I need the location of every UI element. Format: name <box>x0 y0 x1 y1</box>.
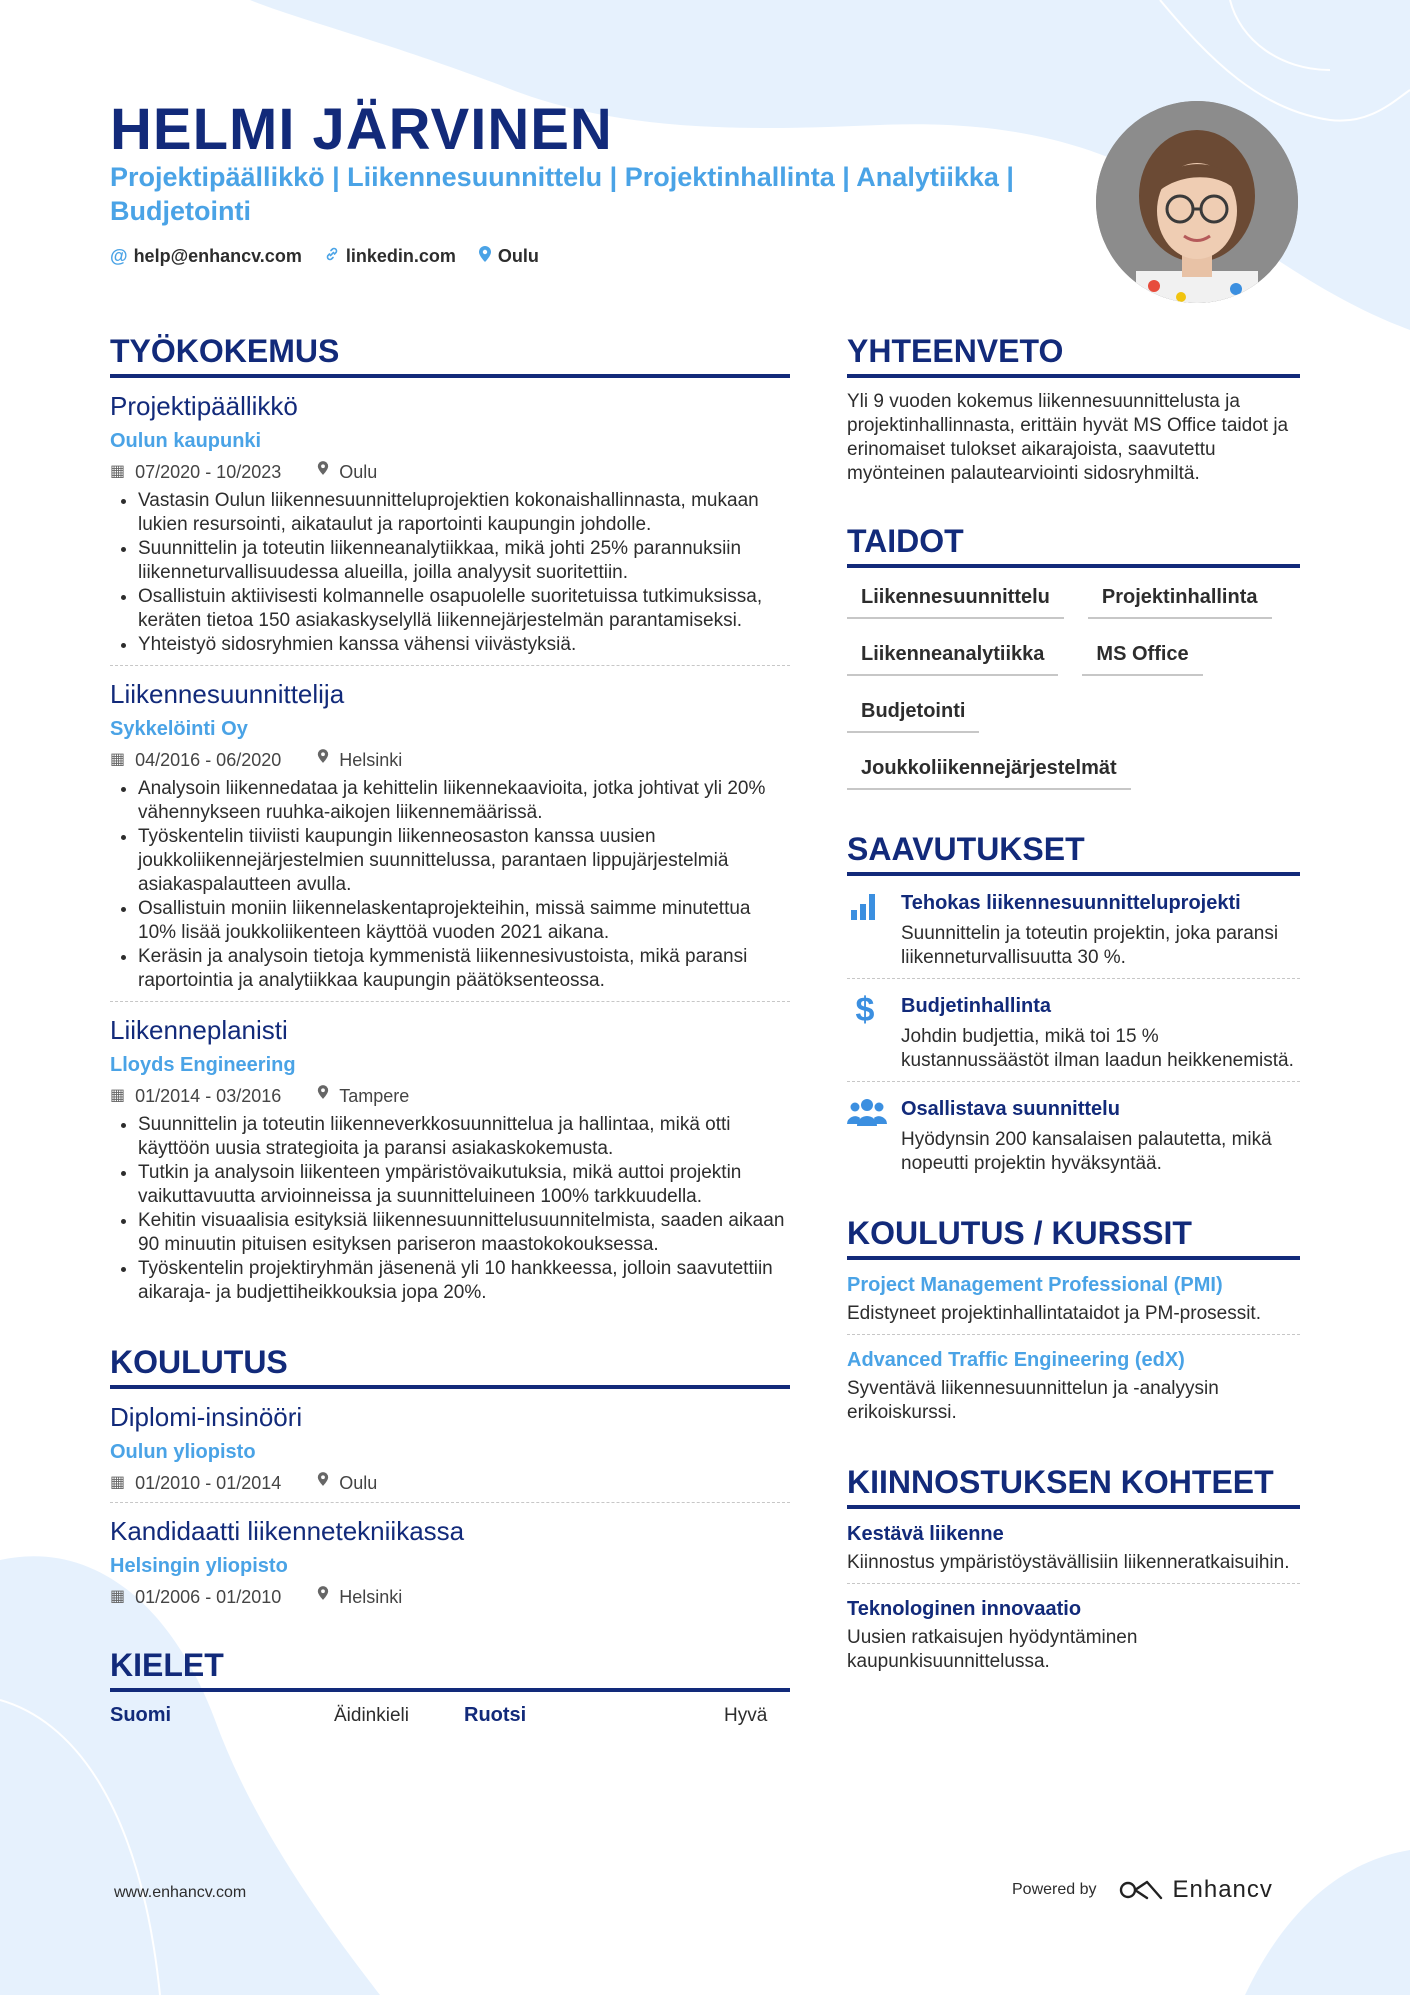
skill-tag: Liikennesuunnittelu <box>847 582 1064 619</box>
interest-desc: Uusien ratkaisujen hyödyntäminen kaupunkisuunnittelussa. <box>847 1627 1138 1672</box>
headline-subtitle: Projektipäällikkö | Liikennesuunnittelu | Projektinhallinta | Analytiikka | Budjetointi <box>110 162 1014 226</box>
divider <box>110 1001 790 1002</box>
enhancv-logo-icon <box>1117 1878 1165 1902</box>
education-location: Helsinki <box>339 1586 403 1607</box>
location-pin-icon <box>478 245 492 268</box>
degree-title: Diplomi-insinööri <box>110 1402 303 1432</box>
achievement-desc: Johdin budjettia, mikä toi 15 % kustannussäästöt ilman laadun heikkenemistä. <box>901 1026 1294 1071</box>
calendar-icon: ▦ <box>110 1473 126 1491</box>
bullet-item: • Keräsin ja analysoin tietoja kymmenistä liikennesivustoista, mikä paransi raportointia ja analytiikkaa kaupungin päätöksenteossa. <box>138 945 790 993</box>
bar-chart-icon <box>847 890 883 970</box>
interest-title: Kestävä liikenne <box>847 1523 1004 1545</box>
education-meta <box>110 1471 790 1494</box>
people-icon <box>847 1096 883 1176</box>
at-icon: @ <box>110 246 128 266</box>
footer-branding <box>1012 1876 1273 1904</box>
degree-title: Kandidaatti liikennetekniikassa <box>110 1516 465 1546</box>
bullet-item: • Työskentelin tiiviisti kaupungin liikenneosaston kanssa uusien joukkoliikennejärjestelmien suunnittelussa, parantaen lippujärjestelmiä asiakaspalautteen avulla. <box>138 825 790 897</box>
company-name: Lloyds Engineering <box>110 1054 296 1076</box>
company-name: Oulun kaupunki <box>110 430 262 452</box>
job-bullets <box>110 1113 790 1305</box>
left-column <box>110 332 790 1727</box>
divider <box>110 665 790 666</box>
achievement-title: Osallistava suunnittelu <box>901 1098 1120 1120</box>
job-title: Liikenneplanisti <box>110 1015 288 1045</box>
calendar-icon: ▦ <box>110 1587 126 1605</box>
work-entry <box>110 390 790 666</box>
education-dates: 01/2010 - 01/2014 <box>135 1472 282 1493</box>
bullet-item: • Osallistuin aktiivisesti kolmannelle osapuolelle suoritetuissa tutkimuksissa, keräten tietoa 150 asiakaskyselyllä liikennejärjestelmän parantamiseksi. <box>138 585 790 633</box>
job-bullets <box>110 489 790 657</box>
bullet-item: • Kehitin visuaalisia esityksiä liikennesuunnittelusuunnitelmista, saaden aikaan 90 minuutin pituisen esityksen pariseron maastokokouksessa. <box>138 1209 790 1257</box>
bullet-item: • Tutkin ja analysoin liikenteen ympäristövaikutuksia, mikä auttoi projektin vaikuttavuutta arvioinneissa ja suunnitteluineen 100% tarkkuudella. <box>138 1161 790 1209</box>
contact-info <box>110 245 539 268</box>
skill-tag: Projektinhallinta <box>1088 582 1272 619</box>
calendar-icon: ▦ <box>110 1086 126 1104</box>
candidate-name: HELMI JÄRVINEN <box>110 97 613 162</box>
skill-tag: Budjetointi <box>847 696 979 733</box>
job-meta <box>110 1084 790 1107</box>
company-name: Sykkelöinti Oy <box>110 718 248 740</box>
linkedin-contact[interactable] <box>324 245 456 268</box>
section-title-achievements: SAAVUTUKSET <box>847 830 1300 876</box>
section-title-education: KOULUTUS <box>110 1343 790 1389</box>
course-title: Advanced Traffic Engineering (edX) <box>847 1349 1185 1371</box>
achievement-desc: Suunnittelin ja toteutin projektin, joka paransi liikenneturvallisuutta 30 %. <box>901 923 1279 968</box>
location-contact <box>478 245 539 268</box>
bullet-item: • Osallistuin moniin liikennelaskentaprojekteihin, missä saimme minutettua 10% lisää joukkoliikenteen käyttöä vuoden 2021 aikana. <box>138 897 790 945</box>
bullet-item: • Suunnittelin ja toteutin liikenneanalytiikkaa, mikä johti 25% parannuksiin liikenneturvallisuudessa alueilla, joilla analyysit suoritettiin. <box>138 537 790 585</box>
bullet-item: • Vastasin Oulun liikennesuunnitteluprojektien kokonaishallinnasta, mukaan lukien resursointi, aikataulut ja raportointi kaupungin johdolle. <box>138 489 790 537</box>
education-meta <box>110 1585 790 1608</box>
dollar-icon: $ <box>855 991 875 1029</box>
interest-title: Teknologinen innovaatio <box>847 1598 1082 1620</box>
languages-row <box>110 1704 790 1727</box>
skill-tag: MS Office <box>1082 639 1202 676</box>
powered-by-text: Powered by <box>1012 1881 1097 1898</box>
section-title-skills: TAIDOT <box>847 522 1300 568</box>
location-pin-icon <box>317 1585 329 1608</box>
interest-desc: Kiinnostus ympäristöystävällisiin liikenneratkaisuihin. <box>847 1552 1290 1573</box>
education-entry <box>110 1515 790 1608</box>
language-name: Ruotsi <box>464 1704 527 1726</box>
email-contact[interactable] <box>110 245 302 268</box>
course-desc: Syventävä liikennesuunnittelun ja -analyysin erikoiskurssi. <box>847 1378 1219 1423</box>
language-level: Äidinkieli <box>334 1704 409 1726</box>
interest-item <box>847 1521 1300 1584</box>
education-location: Oulu <box>339 1472 378 1493</box>
job-dates: 07/2020 - 10/2023 <box>135 461 282 482</box>
summary-text: Yli 9 vuoden kokemus liikennesuunnittelusta ja projektinhallinnasta, erittäin hyvät MS Office taidot ja erinomaiset tulokset aikarajoista, saavutettu myönteinen palautearviointi sidosryhmiltä. <box>847 391 1289 484</box>
calendar-icon: ▦ <box>110 462 126 480</box>
bullet-item: • Suunnittelin ja toteutin liikenneverkkosuunnittelua ja hallintaa, mikä otti käyttöön uusia strategioita ja paransi asiakaskokemusta. <box>138 1113 790 1161</box>
achievement-desc: Hyödynsin 200 kansalaisen palautetta, mikä nopeutti projektin hyväksyntää. <box>901 1129 1272 1174</box>
job-title: Projektipäällikkö <box>110 391 298 421</box>
profile-photo <box>1096 101 1298 303</box>
bullet-item: • Analysoin liikennedataa ja kehittelin liikennekaavioita, jotka johtivat yli 20% vähennykseen ruuhka-aikojen liikennemäärissä. <box>138 777 790 825</box>
language-name: Suomi <box>110 1704 172 1726</box>
job-location: Tampere <box>339 1085 410 1106</box>
achievement-title: Tehokas liikennesuunnitteluprojekti <box>901 892 1241 914</box>
job-dates: 04/2016 - 06/2020 <box>135 749 282 770</box>
interest-item <box>847 1596 1300 1674</box>
location-pin-icon <box>317 1471 329 1494</box>
job-title: Liikennesuunnittelija <box>110 679 345 709</box>
course-desc: Edistyneet projektinhallintataidot ja PM-prosessit. <box>847 1303 1261 1324</box>
linkedin-text[interactable]: linkedin.com <box>345 246 456 266</box>
work-entry <box>110 678 790 1002</box>
course-item <box>847 1347 1300 1425</box>
job-location: Helsinki <box>339 749 403 770</box>
job-meta <box>110 460 790 483</box>
location-text: Oulu <box>497 246 539 266</box>
education-entry <box>110 1401 790 1503</box>
calendar-icon: ▦ <box>110 750 126 768</box>
divider <box>847 1081 1300 1082</box>
section-title-courses: KOULUTUS / KURSSIT <box>847 1214 1300 1260</box>
achievement-item <box>847 1096 1300 1176</box>
location-pin-icon <box>317 748 329 771</box>
link-icon <box>324 246 340 267</box>
education-dates: 01/2006 - 01/2010 <box>135 1586 282 1607</box>
divider <box>847 1583 1300 1584</box>
skill-tag: Liikenneanalytiikka <box>847 639 1058 676</box>
location-pin-icon <box>317 1084 329 1107</box>
footer-website[interactable]: www.enhancv.com <box>114 1884 247 1901</box>
section-title-summary: YHTEENVETO <box>847 332 1300 378</box>
achievement-title: Budjetinhallinta <box>901 995 1051 1017</box>
bullet-item: • Yhteistyö sidosryhmien kanssa vähensi viivästyksiä. <box>138 633 790 657</box>
course-item <box>847 1272 1300 1335</box>
skill-tag: Joukkoliikennejärjestelmät <box>847 753 1131 790</box>
school-name: Helsingin yliopisto <box>110 1555 288 1577</box>
job-meta <box>110 748 790 771</box>
job-bullets <box>110 777 790 993</box>
course-title: Project Management Professional (PMI) <box>847 1274 1223 1296</box>
divider <box>847 1334 1300 1335</box>
school-name: Oulun yliopisto <box>110 1441 256 1463</box>
work-entry <box>110 1014 790 1305</box>
divider <box>110 1502 790 1503</box>
skills-list <box>847 582 1300 790</box>
language-level: Hyvä <box>724 1704 768 1726</box>
email-text[interactable]: help@enhancv.com <box>133 246 302 266</box>
location-pin-icon <box>317 460 329 483</box>
right-column <box>847 332 1300 1674</box>
job-location: Oulu <box>339 461 378 482</box>
section-title-work: TYÖKOKEMUS <box>110 332 790 378</box>
divider <box>847 978 1300 979</box>
enhancv-logo[interactable] <box>1117 1876 1273 1904</box>
bullet-item: • Työskentelin projektiryhmän jäsenenä yli 10 hankkeessa, jolloin saavutettiin aikaraja- ja budjettiheikkouksia jopa 20%. <box>138 1257 790 1305</box>
achievement-item <box>847 993 1300 1073</box>
achievement-item <box>847 890 1300 970</box>
section-title-languages: KIELET <box>110 1646 790 1692</box>
section-title-interests: KIINNOSTUKSEN KOHTEET <box>847 1463 1300 1509</box>
job-dates: 01/2014 - 03/2016 <box>135 1085 282 1106</box>
enhancv-brand-text: Enhancv <box>1172 1876 1273 1903</box>
